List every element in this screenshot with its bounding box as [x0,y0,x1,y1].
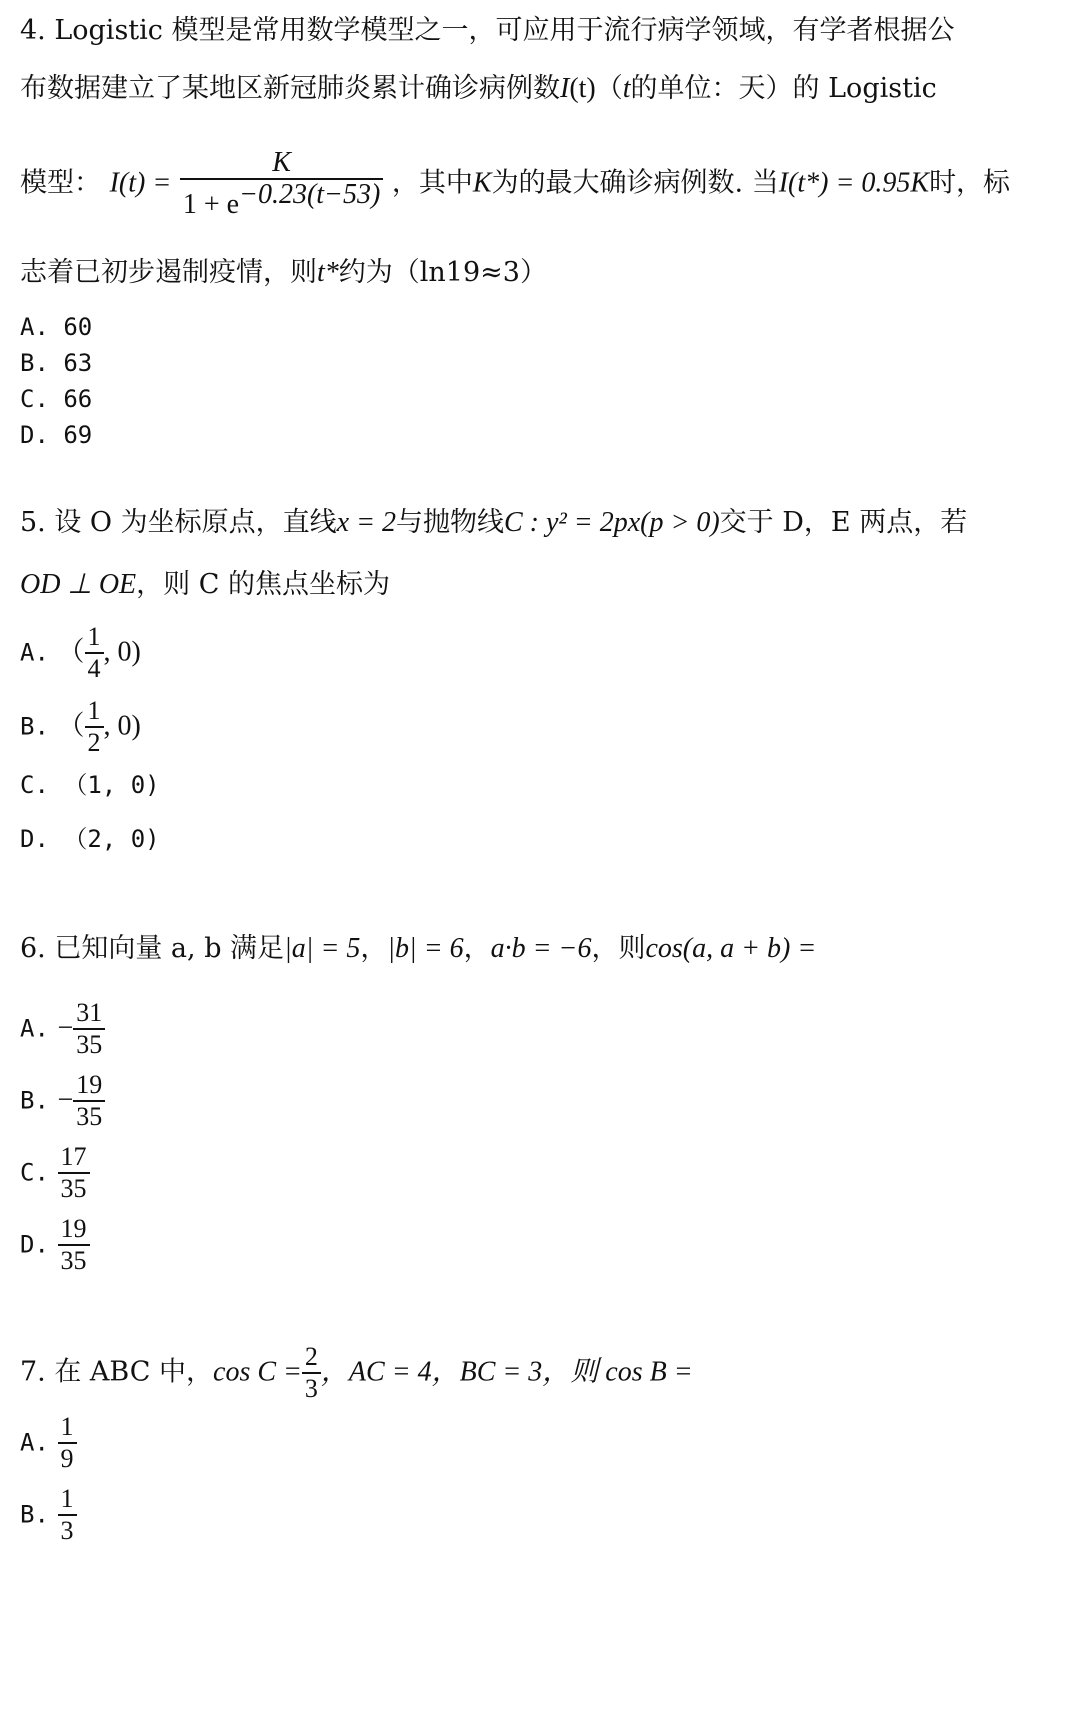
q4-option-b[interactable]: B. 63 [20,349,93,377]
q6-norm-a: |a| = 5 [284,933,361,964]
q6-option-a[interactable]: A. − $\frac{31}{35}$ [20,998,105,1060]
q7-option-a-fraction: $\frac{1}{9}$ [58,1412,77,1474]
q4-option-d[interactable]: D. 69 [20,421,93,449]
q4-text: 布数据建立了某地区新冠肺炎累计确诊病例数 [20,73,560,104]
q4-line-4 [20,256,547,290]
q5-intro: 5. 设 O 为坐标原点，直线 [20,507,337,538]
q4-unit-text: 的单位：天）的 Logistic [630,73,937,104]
q4-t-arg: (t) [569,73,596,104]
q7-cos-c-fraction: $\frac{2}{3}$ [302,1342,321,1404]
q4-max-text: 为的最大确诊病例数. 当 [491,167,779,199]
q7-intro: 7. 在 ABC 中， [20,1356,214,1388]
q4-question-text: 志着已初步遏制疫情，则 [20,257,317,288]
q7-cos-c: cos C = [213,1356,302,1388]
q5-option-a-fraction: $\frac{1}{4}$ [85,622,104,684]
q5-option-a-label: A. [20,638,49,667]
q7-option-b-fraction: $\frac{1}{3}$ [58,1484,77,1546]
q6-option-c[interactable]: C. $\frac{17}{35}$ [20,1142,90,1204]
q4-line-3 [20,148,1010,220]
q7-conditions: ，AC = 4，BC = 3，则 cos B = [320,1356,693,1388]
q5-option-c[interactable]: C. （1, 0) [20,771,160,799]
q5-perp-condition: OD ⊥ OE [20,569,137,600]
q5-parabola-eq: C : y² = 2px(p > 0) [503,507,720,538]
q4-paren-open: （ [595,73,623,104]
q5-parabola-text: 与抛物线 [395,507,504,538]
q6-option-a-fraction: $\frac{31}{35}$ [73,998,105,1060]
q7-line-1 [20,1342,693,1404]
q6-intro: 6. 已知向量 a, b 满足 [20,933,285,964]
q6-option-d-fraction: $\frac{19}{35}$ [58,1214,90,1276]
q4-fraction-numerator: K [272,147,291,178]
q6-norm-b: |b| = 6 [387,933,464,964]
q4-t-star: t* [317,257,339,288]
q4-logistic-fraction [180,148,383,220]
q4-K-symbol: K [472,167,492,199]
q5-intersect-text: 交于 D，E 两点，若 [719,507,968,538]
q6-line-1: 6. 已知向量 a, b 满足|a| = 5，|b| = 6，a·b = −6，则cos(a, a + b) = [20,933,817,964]
q4-option-c[interactable]: C. 66 [20,385,93,413]
q4-condition: I(t*) = 0.95K [778,167,930,199]
q5-option-b-fraction: $\frac{1}{2}$ [85,696,104,758]
q4-line-2 [20,72,937,106]
q4-time-text: 时，标 [929,167,1011,199]
q4-formula-lhs: I(t) = [109,167,172,199]
q4-line-1: 4. Logistic 模型是常用数学模型之一，可应用于流行病学领域，有学者根据公 [20,15,955,46]
q6-option-c-fraction: $\frac{17}{35}$ [58,1142,90,1204]
q5-line-eq: x = 2 [336,507,396,538]
q6-dot-product: a·b = −6 [490,933,592,964]
q7-option-a[interactable]: A. $\frac{1}{9}$ [20,1412,77,1474]
q5-option-b[interactable]: B. （ $\frac{1}{2}$ , 0) [20,696,141,757]
q5-option-d[interactable]: D. （2, 0) [20,825,160,853]
q6-option-b[interactable]: B. − $\frac{19}{35}$ [20,1070,105,1132]
q4-hint: 约为（ln19≈3） [338,257,547,288]
q5-option-a[interactable]: A. （ $\frac{1}{4}$ , 0) [20,622,141,683]
q7-option-b[interactable]: B. $\frac{1}{3}$ [20,1484,77,1546]
q5-line-1 [20,506,967,540]
q5-line-2 [20,568,390,602]
q4-option-a[interactable]: A. 60 [20,313,93,341]
q4-model-label: 模型： [20,167,101,199]
q4-fraction-denominator: $1 + e^{-0.23(t-53)}$ [180,178,383,220]
q5-question-text: ，则 C 的焦点坐标为 [136,569,390,600]
q4-I-symbol: I [560,73,570,104]
q6-option-d[interactable]: D. $\frac{19}{35}$ [20,1214,90,1276]
q4-exponent: −0.23(t−53) [239,179,381,210]
q6-cos-expression: cos(a, a + b) = [645,933,817,964]
q4-t-symbol: t [622,73,631,104]
q5-option-b-label: B. [20,712,49,741]
q6-option-b-fraction: $\frac{19}{35}$ [73,1070,105,1132]
q4-where: ，其中 [391,167,473,199]
